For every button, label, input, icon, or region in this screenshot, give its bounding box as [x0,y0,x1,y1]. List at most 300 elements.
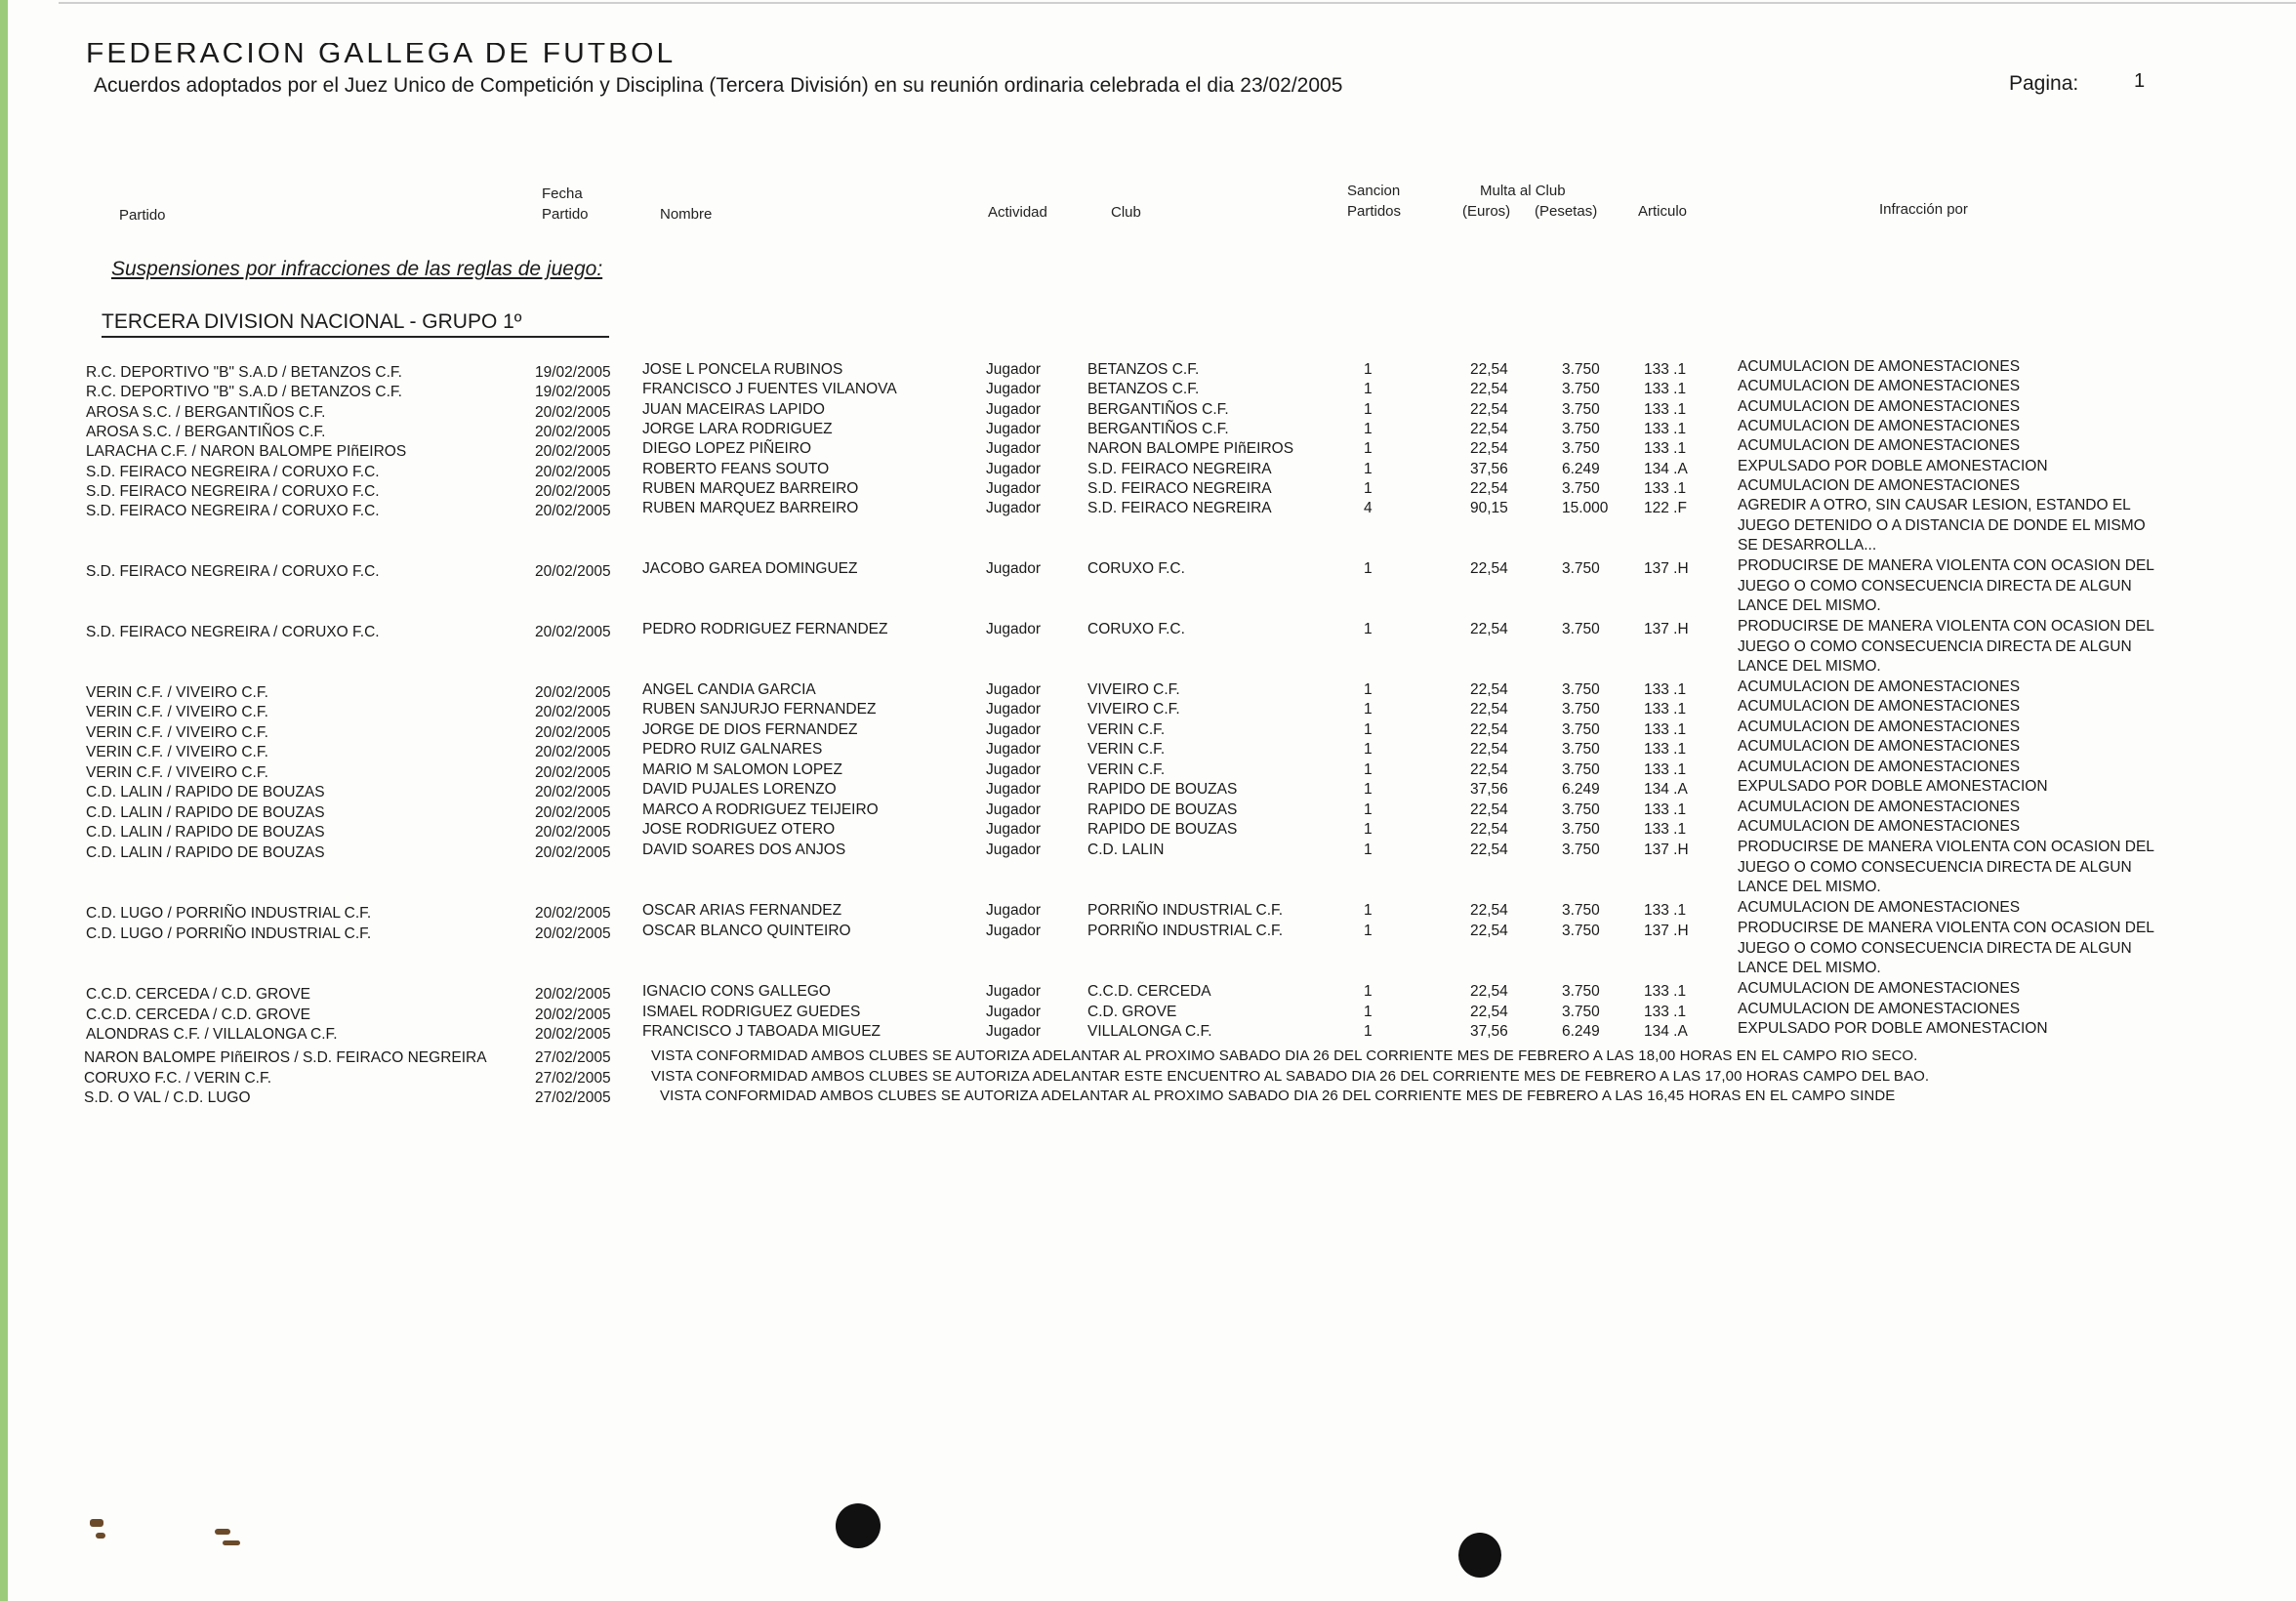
cell-infraccion-line: PRODUCIRSE DE MANERA VIOLENTA CON OCASION DEL [1738,920,2154,936]
cell-club: VERIN C.F. [1087,761,1166,778]
table-row [0,839,2296,895]
cell-pesetas: 6.249 [1562,1023,1600,1040]
cell-club: VIVEIRO C.F. [1087,681,1180,698]
cell-club: RAPIDO DE BOUZAS [1087,821,1238,838]
col-sancion-2: Partidos [1347,203,1402,220]
col-fecha-2: Partido [542,206,589,223]
cell-pesetas: 3.750 [1562,902,1600,919]
cell-infraccion-line: JUEGO O COMO CONSECUENCIA DIRECTA DE ALGUN [1738,939,2132,957]
cell-fecha: 20/02/2005 [535,464,611,480]
cell-club: PORRIÑO INDUSTRIAL C.F. [1087,923,1284,939]
table-row [0,920,2296,976]
cell-articulo: 133 .1 [1644,381,1687,397]
col-fecha-1: Fecha [542,185,583,202]
cell-infraccion-line: PRODUCIRSE DE MANERA VIOLENTA CON OCASION DEL [1738,618,2154,635]
cell-euros: 22,54 [1470,1004,1508,1020]
cell-infraccion-line: LANCE DEL MISMO. [1738,597,1881,614]
cell-club: CORUXO F.C. [1087,621,1185,637]
cell-actividad: Jugador [986,401,1042,418]
cell-actividad: Jugador [986,440,1042,457]
cell-partido: VERIN C.F. / VIVEIRO C.F. [86,684,268,701]
cell-sancion: 4 [1364,500,1373,516]
note-text: VISTA CONFORMIDAD AMBOS CLUBES SE AUTORIZA ADELANTAR AL PROXIMO SABADO DIA 26 DEL CORRIENTE MES DE FEBRERO A LAS 18,00 HORAS EN EL CAMPO RIO SECO. [651,1047,1918,1064]
cell-euros: 22,54 [1470,842,1508,858]
col-multa-pesetas: (Pesetas) [1535,203,1598,220]
cell-sancion: 1 [1364,741,1373,758]
cell-partido: C.C.D. CERCEDA / C.D. GROVE [86,986,310,1003]
cell-articulo: 137 .H [1644,842,1689,858]
cell-partido: C.D. LALIN / RAPIDO DE BOUZAS [86,784,325,800]
cell-infraccion-line: JUEGO DETENIDO O A DISTANCIA DE DONDE EL MISMO [1738,516,2146,534]
cell-pesetas: 3.750 [1562,761,1600,778]
cell-club: RAPIDO DE BOUZAS [1087,801,1238,818]
cell-club: CORUXO F.C. [1087,560,1185,577]
cell-pesetas: 3.750 [1562,821,1600,838]
group-title: TERCERA DIVISION NACIONAL - GRUPO 1º [102,310,522,333]
cell-partido: S.D. FEIRACO NEGREIRA / CORUXO F.C. [86,563,380,580]
cell-infraccion-line: ACUMULACION DE AMONESTACIONES [1738,799,2021,815]
cell-pesetas: 3.750 [1562,361,1600,378]
cell-pesetas: 6.249 [1562,781,1600,798]
cell-pesetas: 3.750 [1562,842,1600,858]
cell-euros: 22,54 [1470,381,1508,397]
cell-euros: 37,56 [1470,1023,1508,1040]
cell-euros: 22,54 [1470,440,1508,457]
cell-infraccion-line: ACUMULACION DE AMONESTACIONES [1738,818,2021,835]
page-label: Pagina: [2009,72,2079,95]
cell-partido: VERIN C.F. / VIVEIRO C.F. [86,704,268,720]
cell-nombre: RUBEN SANJURJO FERNANDEZ [642,701,877,718]
punch-hole-left [836,1503,881,1548]
cell-sancion: 1 [1364,461,1373,477]
scan-smudge [223,1540,240,1545]
cell-articulo: 134 .A [1644,1023,1688,1040]
cell-nombre: IGNACIO CONS GALLEGO [642,983,831,1000]
cell-actividad: Jugador [986,741,1042,758]
cell-articulo: 133 .1 [1644,701,1687,718]
cell-euros: 22,54 [1470,741,1508,758]
cell-actividad: Jugador [986,681,1042,698]
cell-euros: 22,54 [1470,361,1508,378]
cell-euros: 22,54 [1470,983,1508,1000]
cell-actividad: Jugador [986,381,1042,397]
cell-club: NARON BALOMPE PIñEIROS [1087,440,1294,457]
cell-infraccion-line: JUEGO O COMO CONSECUENCIA DIRECTA DE ALGUN [1738,637,2132,655]
cell-nombre: JOSE RODRIGUEZ OTERO [642,821,836,838]
cell-actividad: Jugador [986,983,1042,1000]
cell-fecha: 20/02/2005 [535,404,611,421]
cell-euros: 22,54 [1470,480,1508,497]
cell-actividad: Jugador [986,621,1042,637]
col-partido: Partido [119,207,166,224]
cell-pesetas: 3.750 [1562,741,1600,758]
cell-actividad: Jugador [986,821,1042,838]
cell-pesetas: 3.750 [1562,721,1600,738]
cell-fecha: 20/02/2005 [535,424,611,440]
cell-articulo: 133 .1 [1644,681,1687,698]
cell-pesetas: 3.750 [1562,401,1600,418]
col-nombre: Nombre [660,206,713,223]
note-row [0,1089,2296,1109]
cell-nombre: PEDRO RUIZ GALNARES [642,741,823,758]
cell-euros: 22,54 [1470,701,1508,718]
table-row [0,980,2296,1003]
table-row [0,899,2296,922]
scan-smudge [90,1519,103,1527]
cell-club: BETANZOS C.F. [1087,381,1200,397]
cell-infraccion-line: ACUMULACION DE AMONESTACIONES [1738,398,2021,415]
cell-infraccion-line: EXPULSADO POR DOBLE AMONESTACION [1738,458,2048,474]
cell-fecha: 20/02/2005 [535,905,611,922]
cell-nombre: DAVID SOARES DOS ANJOS [642,842,846,858]
cell-partido: R.C. DEPORTIVO "B" S.A.D / BETANZOS C.F. [86,384,402,400]
table-row [0,1020,2296,1043]
cell-nombre: FRANCISCO J FUENTES VILANOVA [642,381,897,397]
cell-actividad: Jugador [986,781,1042,798]
cell-sancion: 1 [1364,781,1373,798]
cell-nombre: JACOBO GAREA DOMINGUEZ [642,560,858,577]
cell-fecha: 20/02/2005 [535,824,611,841]
scan-smudge [215,1529,230,1535]
cell-actividad: Jugador [986,500,1042,516]
cell-infraccion-line: JUEGO O COMO CONSECUENCIA DIRECTA DE ALGUN [1738,858,2132,876]
cell-club: RAPIDO DE BOUZAS [1087,781,1238,798]
cell-partido: AROSA S.C. / BERGANTIÑOS C.F. [86,424,326,440]
cell-sancion: 1 [1364,381,1373,397]
cell-club: S.D. FEIRACO NEGREIRA [1087,461,1272,477]
cell-club: PORRIÑO INDUSTRIAL C.F. [1087,902,1284,919]
cell-actividad: Jugador [986,361,1042,378]
col-sancion-1: Sancion [1347,183,1401,199]
cell-actividad: Jugador [986,701,1042,718]
cell-articulo: 133 .1 [1644,801,1687,818]
cell-partido: S.D. FEIRACO NEGREIRA / CORUXO F.C. [86,483,380,500]
cell-club: C.C.D. CERCEDA [1087,983,1211,1000]
cell-partido: C.D. LUGO / PORRIÑO INDUSTRIAL C.F. [86,925,372,942]
cell-actividad: Jugador [986,902,1042,919]
cell-nombre: JUAN MACEIRAS LAPIDO [642,401,825,418]
cell-euros: 22,54 [1470,621,1508,637]
cell-infraccion-line: ACUMULACION DE AMONESTACIONES [1738,477,2021,494]
scan-smudge [96,1533,105,1539]
col-articulo: Articulo [1638,203,1688,220]
cell-articulo: 133 .1 [1644,480,1687,497]
cell-euros: 90,15 [1470,500,1508,516]
cell-sancion: 1 [1364,801,1373,818]
cell-nombre: JOSE L PONCELA RUBINOS [642,361,843,378]
cell-nombre: RUBEN MARQUEZ BARREIRO [642,500,859,516]
cell-pesetas: 3.750 [1562,1004,1600,1020]
cell-partido: S.D. FEIRACO NEGREIRA / CORUXO F.C. [86,464,380,480]
note-partido: S.D. O VAL / C.D. LUGO [84,1089,251,1106]
cell-articulo: 133 .1 [1644,741,1687,758]
cell-partido: C.D. LALIN / RAPIDO DE BOUZAS [86,804,325,821]
cell-fecha: 19/02/2005 [535,384,611,400]
cell-infraccion-line: LANCE DEL MISMO. [1738,879,1881,895]
cell-articulo: 137 .H [1644,923,1689,939]
cell-nombre: FRANCISCO J TABOADA MIGUEZ [642,1023,882,1040]
cell-euros: 22,54 [1470,821,1508,838]
cell-fecha: 20/02/2005 [535,784,611,800]
cell-nombre: ROBERTO FEANS SOUTO [642,461,830,477]
cell-infraccion-line: ACUMULACION DE AMONESTACIONES [1738,678,2021,695]
cell-infraccion-line: LANCE DEL MISMO. [1738,658,1881,675]
cell-fecha: 20/02/2005 [535,704,611,720]
col-actividad: Actividad [988,204,1047,221]
note-fecha: 27/02/2005 [535,1070,611,1087]
cell-euros: 22,54 [1470,721,1508,738]
cell-partido: LARACHA C.F. / NARON BALOMPE PIñEIROS [86,443,407,460]
cell-articulo: 133 .1 [1644,761,1687,778]
cell-infraccion-line: EXPULSADO POR DOBLE AMONESTACION [1738,778,2048,795]
cell-fecha: 20/02/2005 [535,1006,611,1023]
cell-fecha: 20/02/2005 [535,1026,611,1043]
cell-nombre: PEDRO RODRIGUEZ FERNANDEZ [642,621,888,637]
cell-nombre: ISMAEL RODRIGUEZ GUEDES [642,1004,861,1020]
cell-sancion: 1 [1364,621,1373,637]
cell-articulo: 137 .H [1644,621,1689,637]
cell-sancion: 1 [1364,1023,1373,1040]
cell-sancion: 1 [1364,361,1373,378]
cell-fecha: 20/02/2005 [535,724,611,741]
cell-sancion: 1 [1364,560,1373,577]
cell-partido: ALONDRAS C.F. / VILLALONGA C.F. [86,1026,338,1043]
cell-infraccion-line: ACUMULACION DE AMONESTACIONES [1738,718,2021,735]
cell-infraccion-line: ACUMULACION DE AMONESTACIONES [1738,698,2021,715]
cell-infraccion-line: ACUMULACION DE AMONESTACIONES [1738,378,2021,394]
cell-infraccion-line: ACUMULACION DE AMONESTACIONES [1738,738,2021,755]
cell-sancion: 1 [1364,842,1373,858]
cell-fecha: 20/02/2005 [535,624,611,640]
cell-pesetas: 3.750 [1562,801,1600,818]
cell-fecha: 20/02/2005 [535,483,611,500]
cell-partido: VERIN C.F. / VIVEIRO C.F. [86,764,268,781]
cell-euros: 22,54 [1470,923,1508,939]
cell-nombre: DAVID PUJALES LORENZO [642,781,837,798]
page-number: 1 [2134,70,2146,92]
cell-sancion: 1 [1364,480,1373,497]
federation-title: FEDERACION GALLEGA DE FUTBOL [86,43,676,64]
cell-partido: R.C. DEPORTIVO "B" S.A.D / BETANZOS C.F. [86,364,402,381]
cell-pesetas: 3.750 [1562,701,1600,718]
cell-pesetas: 6.249 [1562,461,1600,477]
cell-articulo: 133 .1 [1644,902,1687,919]
cell-club: VERIN C.F. [1087,741,1166,758]
cell-fecha: 20/02/2005 [535,804,611,821]
cell-articulo: 133 .1 [1644,821,1687,838]
cell-partido: C.D. LALIN / RAPIDO DE BOUZAS [86,844,325,861]
cell-sancion: 1 [1364,923,1373,939]
cell-euros: 22,54 [1470,681,1508,698]
cell-euros: 22,54 [1470,421,1508,437]
cell-partido: VERIN C.F. / VIVEIRO C.F. [86,724,268,741]
cell-euros: 37,56 [1470,781,1508,798]
cell-articulo: 134 .A [1644,461,1688,477]
cell-club: BETANZOS C.F. [1087,361,1200,378]
cell-infraccion-line: ACUMULACION DE AMONESTACIONES [1738,899,2021,916]
cell-actividad: Jugador [986,1023,1042,1040]
cell-actividad: Jugador [986,560,1042,577]
cell-nombre: OSCAR BLANCO QUINTEIRO [642,923,851,939]
cell-nombre: JORGE LARA RODRIGUEZ [642,421,833,437]
cell-nombre: MARCO A RODRIGUEZ TEIJEIRO [642,801,879,818]
table-row [0,738,2296,760]
cell-actividad: Jugador [986,1004,1042,1020]
cell-euros: 22,54 [1470,801,1508,818]
cell-pesetas: 3.750 [1562,381,1600,397]
cell-fecha: 20/02/2005 [535,844,611,861]
cell-actividad: Jugador [986,761,1042,778]
cell-infraccion-line: ACUMULACION DE AMONESTACIONES [1738,418,2021,434]
cell-infraccion-line: ACUMULACION DE AMONESTACIONES [1738,759,2021,775]
table-row [0,778,2296,800]
cell-pesetas: 3.750 [1562,621,1600,637]
cell-sancion: 1 [1364,681,1373,698]
cell-club: S.D. FEIRACO NEGREIRA [1087,480,1272,497]
cell-articulo: 133 .1 [1644,1004,1687,1020]
cell-actividad: Jugador [986,801,1042,818]
cell-nombre: OSCAR ARIAS FERNANDEZ [642,902,842,919]
cell-partido: C.D. LUGO / PORRIÑO INDUSTRIAL C.F. [86,905,372,922]
cell-euros: 22,54 [1470,761,1508,778]
table-row [0,818,2296,841]
cell-articulo: 137 .H [1644,560,1689,577]
note-row [0,1070,2296,1089]
note-fecha: 27/02/2005 [535,1089,611,1106]
cell-sancion: 1 [1364,440,1373,457]
cell-sancion: 1 [1364,401,1373,418]
cell-club: BERGANTIÑOS C.F. [1087,421,1229,437]
cell-infraccion-line: ACUMULACION DE AMONESTACIONES [1738,1001,2021,1017]
table-row [0,557,2296,614]
scan-edge [0,0,8,1601]
table-row [0,698,2296,720]
cell-infraccion-line: SE DESARROLLA... [1738,537,1877,554]
cell-partido: C.C.D. CERCEDA / C.D. GROVE [86,1006,310,1023]
cell-pesetas: 3.750 [1562,681,1600,698]
col-infraccion: Infracción por [1879,201,1968,218]
cell-infraccion-line: LANCE DEL MISMO. [1738,960,1881,976]
cell-fecha: 20/02/2005 [535,563,611,580]
cell-club: VIVEIRO C.F. [1087,701,1180,718]
cell-euros: 22,54 [1470,902,1508,919]
cell-articulo: 133 .1 [1644,401,1687,418]
cell-pesetas: 3.750 [1562,480,1600,497]
cell-nombre: RUBEN MARQUEZ BARREIRO [642,480,859,497]
cell-club: C.D. LALIN [1087,842,1165,858]
cell-infraccion-line: ACUMULACION DE AMONESTACIONES [1738,437,2021,454]
cell-club: S.D. FEIRACO NEGREIRA [1087,500,1272,516]
page-subtitle: Acuerdos adoptados por el Juez Unico de Competición y Disciplina (Tercera División) en su reunión ordinaria celebrada el dia 23/02/2005 [94,74,1343,97]
cell-pesetas: 3.750 [1562,560,1600,577]
cell-nombre: ANGEL CANDIA GARCIA [642,681,816,698]
cell-infraccion-line: EXPULSADO POR DOBLE AMONESTACION [1738,1020,2048,1037]
cell-euros: 37,56 [1470,461,1508,477]
cell-articulo: 122 .F [1644,500,1687,516]
cell-actividad: Jugador [986,480,1042,497]
group-underline [102,336,609,338]
note-partido: CORUXO F.C. / VERIN C.F. [84,1070,272,1087]
cell-nombre: DIEGO LOPEZ PIÑEIRO [642,440,812,457]
section-title: Suspensiones por infracciones de las reglas de juego: [111,258,603,280]
cell-club: BERGANTIÑOS C.F. [1087,401,1229,418]
cell-articulo: 133 .1 [1644,440,1687,457]
cell-euros: 22,54 [1470,401,1508,418]
punch-hole-right [1458,1533,1501,1578]
cell-pesetas: 3.750 [1562,983,1600,1000]
table-row [0,437,2296,460]
cell-sancion: 1 [1364,821,1373,838]
col-multa-euros: (Euros) [1462,203,1511,220]
cell-fecha: 20/02/2005 [535,503,611,519]
cell-actividad: Jugador [986,842,1042,858]
cell-sancion: 1 [1364,1004,1373,1020]
cell-infraccion-line: PRODUCIRSE DE MANERA VIOLENTA CON OCASION DEL [1738,557,2154,574]
cell-club: VERIN C.F. [1087,721,1166,738]
cell-club: VILLALONGA C.F. [1087,1023,1212,1040]
cell-fecha: 20/02/2005 [535,744,611,760]
cell-sancion: 1 [1364,761,1373,778]
table-row [0,497,2296,554]
note-fecha: 27/02/2005 [535,1049,611,1066]
cell-infraccion-line: ACUMULACION DE AMONESTACIONES [1738,358,2021,375]
cell-infraccion-line: ACUMULACION DE AMONESTACIONES [1738,980,2021,997]
cell-actividad: Jugador [986,923,1042,939]
cell-articulo: 133 .1 [1644,721,1687,738]
cell-infraccion-line: JUEGO O COMO CONSECUENCIA DIRECTA DE ALGUN [1738,577,2132,595]
cell-nombre: JORGE DE DIOS FERNANDEZ [642,721,858,738]
cell-partido: VERIN C.F. / VIVEIRO C.F. [86,744,268,760]
cell-pesetas: 3.750 [1562,440,1600,457]
cell-infraccion-line: AGREDIR A OTRO, SIN CAUSAR LESION, ESTANDO EL [1738,497,2131,513]
cell-pesetas: 3.750 [1562,421,1600,437]
cell-pesetas: 3.750 [1562,923,1600,939]
cell-actividad: Jugador [986,421,1042,437]
cell-fecha: 20/02/2005 [535,925,611,942]
cell-articulo: 133 .1 [1644,983,1687,1000]
note-row [0,1049,2296,1069]
table-row [0,618,2296,675]
cell-sancion: 1 [1364,701,1373,718]
cell-actividad: Jugador [986,721,1042,738]
cell-sancion: 1 [1364,721,1373,738]
cell-club: C.D. GROVE [1087,1004,1177,1020]
cell-partido: S.D. FEIRACO NEGREIRA / CORUXO F.C. [86,624,380,640]
cell-fecha: 20/02/2005 [535,684,611,701]
cell-fecha: 20/02/2005 [535,443,611,460]
cell-articulo: 133 .1 [1644,421,1687,437]
cell-fecha: 20/02/2005 [535,764,611,781]
scan-top-line [59,2,2296,4]
cell-sancion: 1 [1364,902,1373,919]
cell-actividad: Jugador [986,461,1042,477]
cell-partido: C.D. LALIN / RAPIDO DE BOUZAS [86,824,325,841]
note-partido: NARON BALOMPE PIñEIROS / S.D. FEIRACO NEGREIRA [84,1049,487,1066]
cell-sancion: 1 [1364,983,1373,1000]
cell-nombre: MARIO M SALOMON LOPEZ [642,761,842,778]
cell-partido: S.D. FEIRACO NEGREIRA / CORUXO F.C. [86,503,380,519]
note-text: VISTA CONFORMIDAD AMBOS CLUBES SE AUTORIZA ADELANTAR ESTE ENCUENTRO AL SABADO DIA 26 DEL CORRIENTE MES DE FEBRERO A LAS 17,00 HORAS CAMPO DEL BAO. [651,1068,1930,1085]
cell-articulo: 134 .A [1644,781,1688,798]
table-row [0,378,2296,400]
cell-fecha: 20/02/2005 [535,986,611,1003]
cell-articulo: 133 .1 [1644,361,1687,378]
cell-partido: AROSA S.C. / BERGANTIÑOS C.F. [86,404,326,421]
cell-sancion: 1 [1364,421,1373,437]
col-multa-1: Multa al Club [1480,183,1566,199]
note-text: VISTA CONFORMIDAD AMBOS CLUBES SE AUTORIZA ADELANTAR AL PROXIMO SABADO DIA 26 DEL CORRIENTE MES DE FEBRERO A LAS 16,45 HORAS EN EL CAMPO SINDE [660,1088,1896,1104]
cell-infraccion-line: PRODUCIRSE DE MANERA VIOLENTA CON OCASION DEL [1738,839,2154,855]
